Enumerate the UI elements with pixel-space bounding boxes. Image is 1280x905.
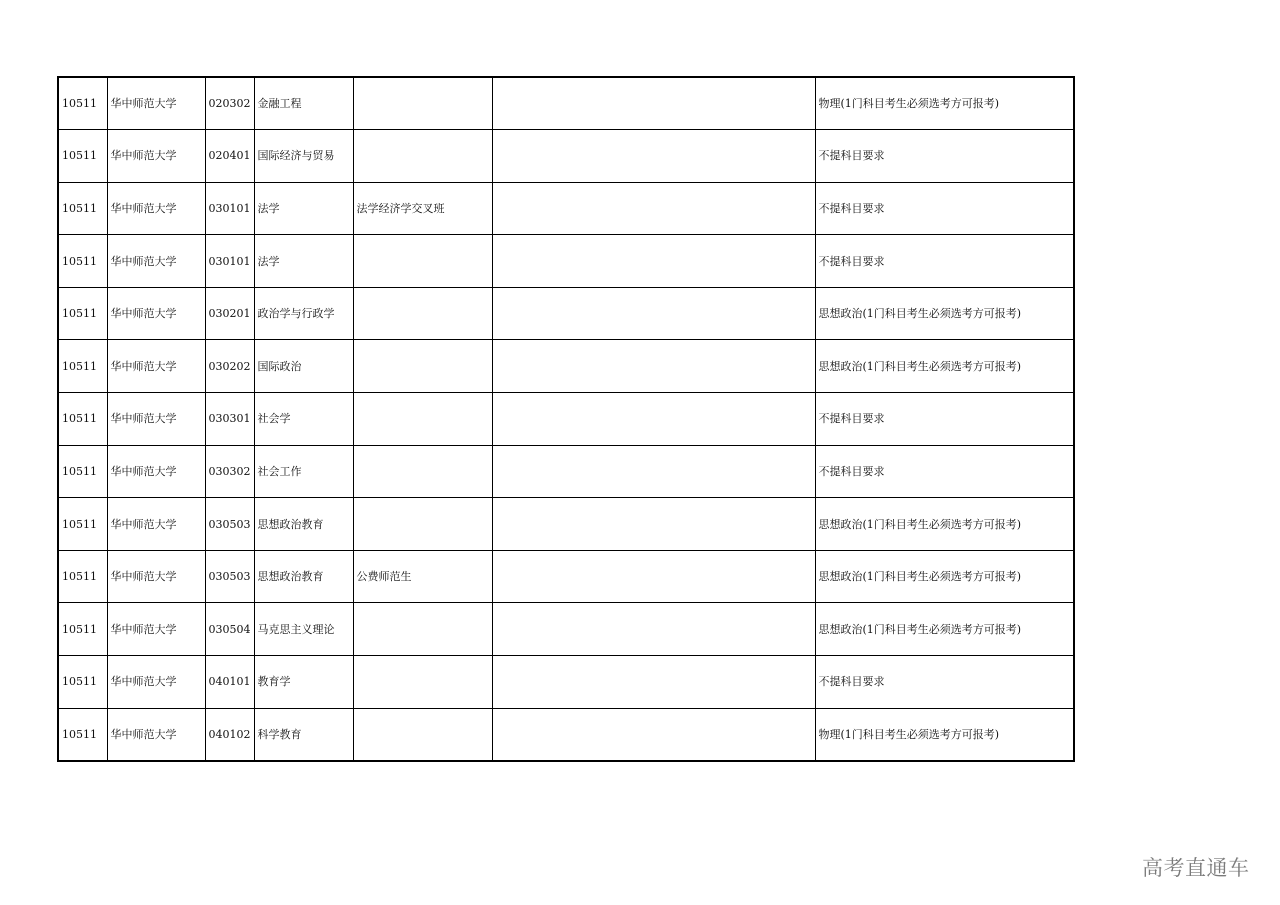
major-name-cell: 马克思主义理论 [254, 603, 353, 656]
major-name-cell: 国际经济与贸易 [254, 130, 353, 183]
school-code-cell: 10511 [58, 393, 107, 446]
major-name-cell: 法学 [254, 235, 353, 288]
major-name-cell: 科学教育 [254, 708, 353, 761]
table-row [58, 445, 1074, 498]
empty-cell [492, 182, 815, 235]
empty-cell [492, 235, 815, 288]
school-code-cell: 10511 [58, 550, 107, 603]
major-name-cell: 思想政治教育 [254, 498, 353, 551]
major-name-cell: 法学 [254, 182, 353, 235]
subject-requirement-cell: 思想政治(1门科目考生必须选考方可报考) [815, 287, 1074, 340]
table-row [58, 550, 1074, 603]
major-code-cell: 030302 [205, 445, 254, 498]
subject-requirement-cell: 思想政治(1门科目考生必须选考方可报考) [815, 603, 1074, 656]
major-code-cell: 030101 [205, 182, 254, 235]
table-row [58, 235, 1074, 288]
subject-requirements-table [57, 76, 1075, 762]
subject-requirement-cell: 不提科目要求 [815, 656, 1074, 709]
school-name-cell: 华中师范大学 [107, 130, 205, 183]
table-row [58, 287, 1074, 340]
table-row [58, 77, 1074, 130]
major-note-cell [353, 235, 492, 288]
major-note-cell [353, 340, 492, 393]
empty-cell [492, 656, 815, 709]
major-note-cell [353, 77, 492, 130]
subject-requirement-cell: 物理(1门科目考生必须选考方可报考) [815, 77, 1074, 130]
major-name-cell: 社会学 [254, 393, 353, 446]
major-name-cell: 社会工作 [254, 445, 353, 498]
subject-requirement-cell: 不提科目要求 [815, 235, 1074, 288]
major-note-cell [353, 656, 492, 709]
major-name-cell: 政治学与行政学 [254, 287, 353, 340]
major-code-cell: 030301 [205, 393, 254, 446]
subject-requirement-cell: 不提科目要求 [815, 393, 1074, 446]
major-code-cell: 030504 [205, 603, 254, 656]
school-code-cell: 10511 [58, 77, 107, 130]
empty-cell [492, 445, 815, 498]
empty-cell [492, 708, 815, 761]
major-code-cell: 020401 [205, 130, 254, 183]
major-note-cell [353, 130, 492, 183]
subject-requirement-cell: 不提科目要求 [815, 130, 1074, 183]
major-note-cell [353, 498, 492, 551]
school-name-cell: 华中师范大学 [107, 235, 205, 288]
table-row [58, 656, 1074, 709]
major-code-cell: 040102 [205, 708, 254, 761]
table-row [58, 603, 1074, 656]
major-note-cell: 法学经济学交叉班 [353, 182, 492, 235]
school-name-cell: 华中师范大学 [107, 550, 205, 603]
watermark-text: 高考直通车 [1142, 856, 1250, 880]
major-name-cell: 国际政治 [254, 340, 353, 393]
major-code-cell: 030101 [205, 235, 254, 288]
major-code-cell: 030202 [205, 340, 254, 393]
school-code-cell: 10511 [58, 130, 107, 183]
major-name-cell: 金融工程 [254, 77, 353, 130]
major-code-cell: 040101 [205, 656, 254, 709]
school-name-cell: 华中师范大学 [107, 656, 205, 709]
major-note-cell [353, 393, 492, 446]
empty-cell [492, 130, 815, 183]
empty-cell [492, 603, 815, 656]
major-name-cell: 思想政治教育 [254, 550, 353, 603]
school-code-cell: 10511 [58, 708, 107, 761]
table-row [58, 182, 1074, 235]
table-row [58, 708, 1074, 761]
school-code-cell: 10511 [58, 287, 107, 340]
empty-cell [492, 550, 815, 603]
major-note-cell [353, 708, 492, 761]
table-row [58, 498, 1074, 551]
empty-cell [492, 287, 815, 340]
school-name-cell: 华中师范大学 [107, 287, 205, 340]
major-code-cell: 020302 [205, 77, 254, 130]
school-code-cell: 10511 [58, 498, 107, 551]
school-name-cell: 华中师范大学 [107, 445, 205, 498]
school-name-cell: 华中师范大学 [107, 603, 205, 656]
subject-requirement-cell: 思想政治(1门科目考生必须选考方可报考) [815, 498, 1074, 551]
table-row [58, 130, 1074, 183]
school-name-cell: 华中师范大学 [107, 393, 205, 446]
school-code-cell: 10511 [58, 235, 107, 288]
school-code-cell: 10511 [58, 445, 107, 498]
major-code-cell: 030503 [205, 498, 254, 551]
school-name-cell: 华中师范大学 [107, 708, 205, 761]
empty-cell [492, 498, 815, 551]
school-name-cell: 华中师范大学 [107, 498, 205, 551]
subject-requirement-cell: 不提科目要求 [815, 445, 1074, 498]
empty-cell [492, 340, 815, 393]
school-name-cell: 华中师范大学 [107, 77, 205, 130]
major-note-cell: 公费师范生 [353, 550, 492, 603]
school-code-cell: 10511 [58, 182, 107, 235]
subject-requirement-cell: 物理(1门科目考生必须选考方可报考) [815, 708, 1074, 761]
empty-cell [492, 77, 815, 130]
school-code-cell: 10511 [58, 340, 107, 393]
major-code-cell: 030201 [205, 287, 254, 340]
subject-requirement-cell: 思想政治(1门科目考生必须选考方可报考) [815, 550, 1074, 603]
subject-requirement-cell: 思想政治(1门科目考生必须选考方可报考) [815, 340, 1074, 393]
major-note-cell [353, 445, 492, 498]
major-name-cell: 教育学 [254, 656, 353, 709]
table-body [58, 77, 1074, 761]
school-name-cell: 华中师范大学 [107, 182, 205, 235]
major-note-cell [353, 287, 492, 340]
school-code-cell: 10511 [58, 656, 107, 709]
table-row [58, 393, 1074, 446]
table-row [58, 340, 1074, 393]
major-code-cell: 030503 [205, 550, 254, 603]
subject-requirement-cell: 不提科目要求 [815, 182, 1074, 235]
school-code-cell: 10511 [58, 603, 107, 656]
school-name-cell: 华中师范大学 [107, 340, 205, 393]
major-note-cell [353, 603, 492, 656]
empty-cell [492, 393, 815, 446]
